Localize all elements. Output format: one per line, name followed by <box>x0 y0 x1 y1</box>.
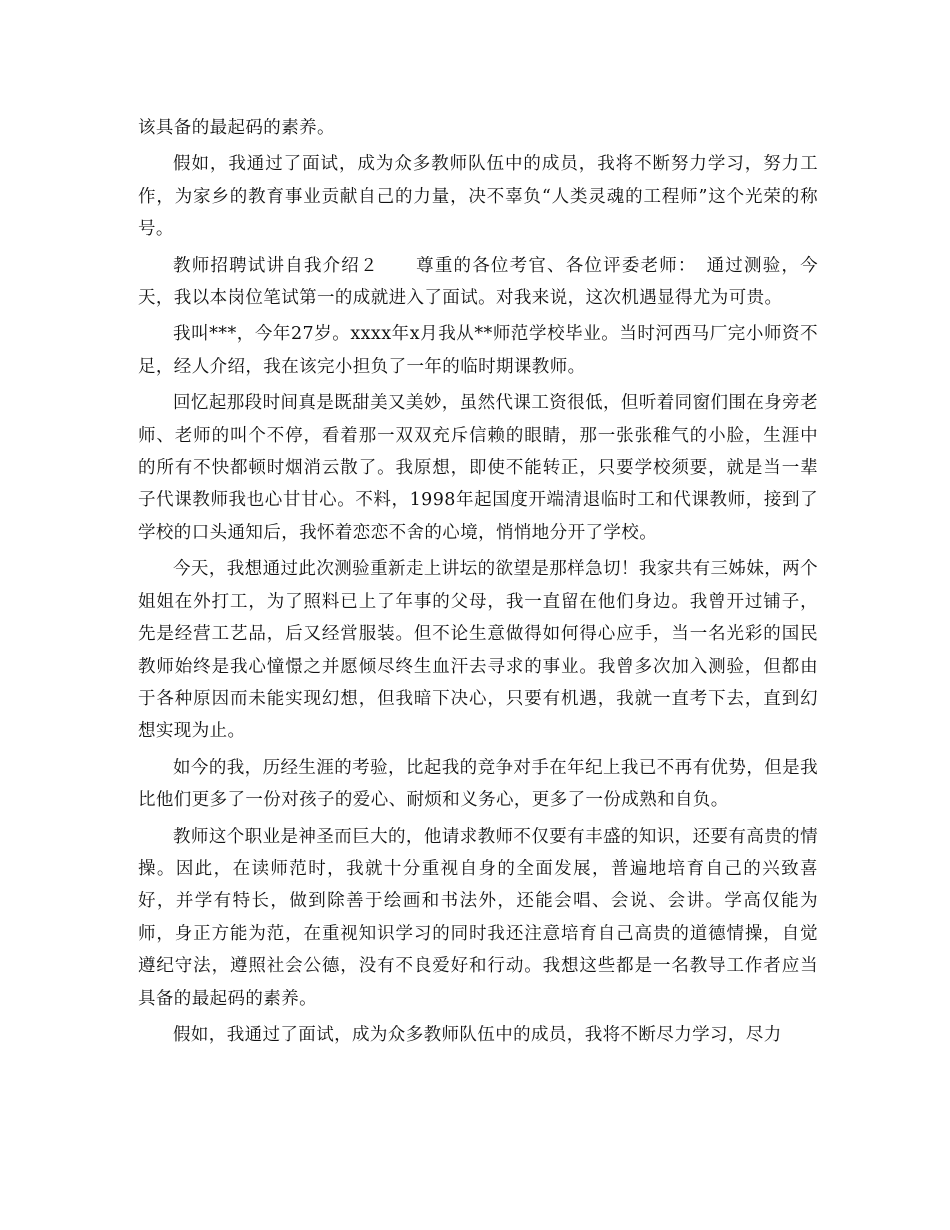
document-body <box>138 112 818 1051</box>
paragraph: 我叫***，今年27岁。xxxx年x月我从**师范学校毕业。当时河西马厂完小师资不足，经人介绍，我在该完小担负了一年的临时期课教师。 <box>138 324 818 377</box>
paragraph: 假如，我通过了面试，成为众多教师队伍中的成员，我将不断尽力学习，尽力 <box>173 1024 782 1045</box>
paragraph: 假如，我通过了面试，成为众多教师队伍中的成员，我将不断努力学习，努力工作，为家乡的教育事业贡献自己的力量，决不辜负“人类灵魂的工程师”这个光荣的称号。 <box>138 154 818 240</box>
paragraph: 回忆起那段时间真是既甜美又美妙，虽然代课工资很低，但听着同窗们围在身旁老师、老师的叫个不停，看着那一双双充斥信赖的眼睛，那一张张稚气的小脸，生涯中的所有不快都顿时烟消云散了。我原想，即使不能转正，只要学校须要，就是当一辈子代课教师我也心甘甘心。不料，1998年起国度开端清退临时工和代课教师，接到了学校的口头通知后，我怀着恋恋不舍的心境，悄悄地分开了学校。 <box>138 393 818 543</box>
paragraph: 教师招聘试讲自我介绍２ 尊重的各位考官、各位评委老师： 通过测验，今天，我以本岗位笔试第一的成就进入了面试。对我来说，这次机遇显得尤为可贵。 <box>138 255 818 309</box>
paragraph: 今天，我想通过此次测验重新走上讲坛的欲望是那样急切！我家共有三姊妹，两个姐姐在外打工，为了照料已上了年事的父母，我一直留在他们身边。我曾开过铺子，先是经营工艺品，后又经営服装。但不论生意做得如何得心应手，当一名光彩的国民教师始终是我心憧憬之并愿倾尽终生血汗去寻求的事业。我曾多次加入测验，但都由于各种原因而未能实现幻想，但我暗下决心，只要有机遇，我就一直考下去，直到幻想实现为止。 <box>138 559 818 742</box>
paragraph: 该具备的最起码的素养。 <box>138 118 335 138</box>
paragraph: 如今的我，历经生涯的考验，比起我的竞争对手在年纪上我已不再有优势，但是我比他们更多了一份对孩子的爱心、耐烦和义务心，更多了一份成熟和自负。 <box>138 757 818 811</box>
paragraph: 教师这个职业是神圣而巨大的，他请求教师不仅要有丰盛的知识，还要有高贵的情操。因此，在读师范时，我就十分重视自身的全面发展，普遍地培育自己的兴致喜好，并学有特长，做到除善于绘画和书法外，还能会唱、会说、会讲。学高仅能为师，身正方能为范，在重视知识学习的同时我还注意培育自己高贵的道德情操，自觉遵纪守法，遵照社会公德，没有不良爱好和行动。我想这些都是一名教导工作者应当具备的最起码的素养。 <box>138 826 818 1009</box>
